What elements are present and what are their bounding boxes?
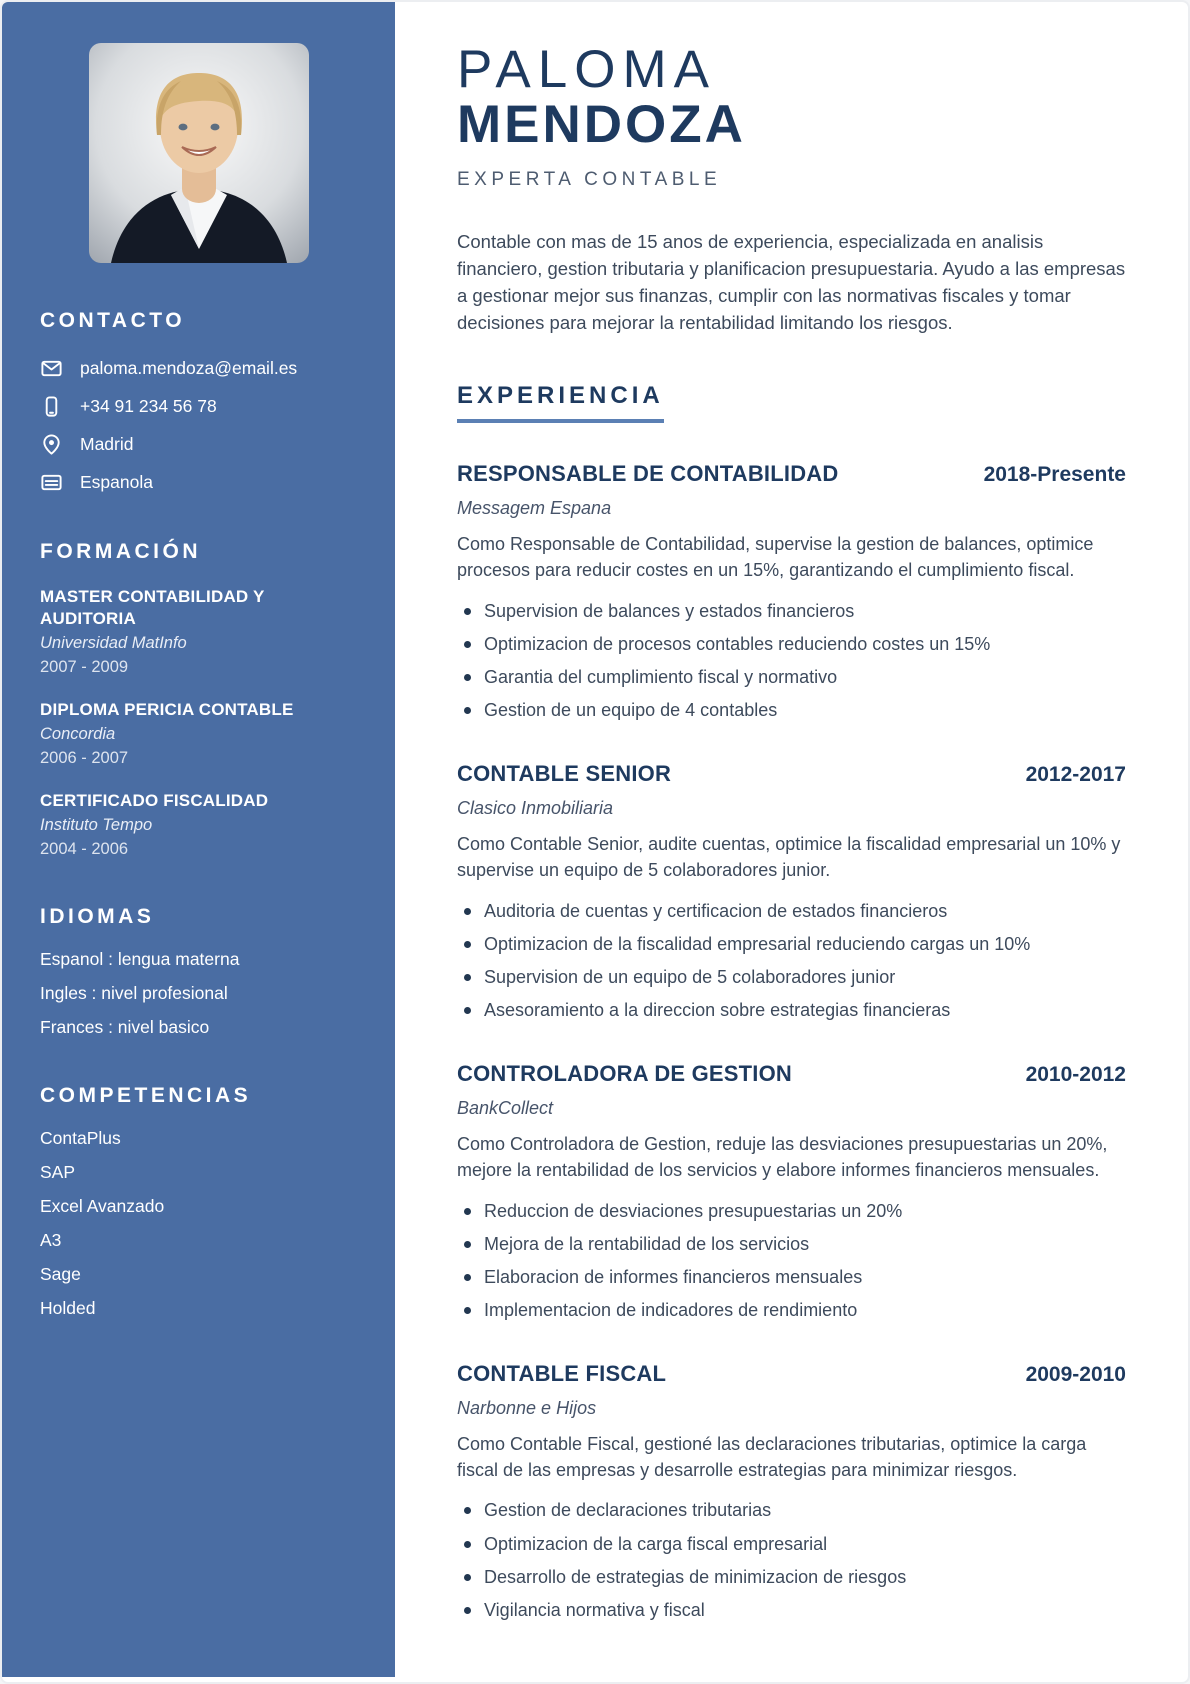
job-bullets (457, 1497, 1126, 1622)
skills-list (40, 1128, 357, 1319)
job-bullet: Reduccion de desviaciones presupuestarias un 20% (457, 1198, 1126, 1224)
job-bullet: Vigilancia normativa y fiscal (457, 1597, 1126, 1623)
skill-item: Excel Avanzado (40, 1196, 165, 1217)
education-title: FORMACIÓN (40, 540, 201, 563)
experience-title: EXPERIENCIA (457, 382, 664, 423)
skill-item: A3 (40, 1230, 62, 1251)
job-entry (457, 1061, 1126, 1323)
job-description: Como Contable Fiscal, gestioné las declaraciones tributarias, optimice la carga fiscal de las empresas y desarrolle estrategias para minimizar riesgos. (457, 1433, 1087, 1481)
job-dates: 2009-2010 (1025, 1362, 1126, 1386)
contact-list (40, 357, 357, 494)
education-degree: MASTER CONTABILIDAD Y AUDITORIA (40, 587, 265, 629)
skills-title: COMPETENCIAS (40, 1084, 252, 1108)
job-bullet: Optimizacion de la fiscalidad empresarial reduciendo cargas un 10% (457, 931, 1126, 957)
job-role: CONTROLADORA DE GESTION (457, 1061, 793, 1087)
job-bullet: Gestion de un equipo de 4 contables (457, 697, 1126, 723)
job-bullet: Optimizacion de procesos contables reduciendo costes un 15% (457, 631, 1126, 657)
education-entry (40, 586, 357, 677)
job-company: Messagem Espana (457, 498, 612, 519)
education-years: 2004 - 2006 (40, 840, 129, 859)
skill-item: ContaPlus (40, 1128, 121, 1149)
contact-item-location (40, 433, 357, 456)
education-school: Instituto Tempo (40, 816, 153, 835)
education-entry (40, 699, 357, 768)
job-bullet: Supervision de un equipo de 5 colaboradores junior (457, 964, 1126, 990)
job-bullet: Elaboracion de informes financieros mensuales (457, 1264, 1126, 1290)
skills-section (40, 1084, 357, 1319)
job-header (457, 461, 1126, 487)
contact-section (40, 309, 357, 494)
profile-photo (89, 43, 309, 263)
job-bullet: Garantia del cumplimiento fiscal y normativo (457, 664, 1126, 690)
job-dates: 2010-2012 (1025, 1063, 1126, 1087)
contact-phone-text: +34 91 234 56 78 (80, 396, 217, 416)
job-dates: 2018-Presente (983, 463, 1126, 487)
job-bullets (457, 598, 1126, 723)
language-item: Frances : nivel basico (40, 1017, 210, 1038)
profile-summary: Contable con mas de 15 anos de experiencia, especializada en analisis financiero, gestion tributaria y planificacion presupuestaria. Ayudo a las empresas a gestionar mejor sus finanzas, cumplir con las normativas fiscales y tomar decisiones para mejorar la rentabilidad limitando los riesgos. (457, 231, 1126, 334)
job-bullet: Optimizacion de la carga fiscal empresarial (457, 1531, 1126, 1557)
contact-nationality-text: Espanola (80, 472, 153, 492)
contact-location-text: Madrid (80, 434, 134, 454)
contact-item-nationality (40, 471, 357, 494)
job-role: RESPONSABLE DE CONTABILIDAD (457, 461, 839, 487)
contact-item-email (40, 357, 357, 380)
job-entry (457, 761, 1126, 1023)
job-bullet: Implementacion de indicadores de rendimiento (457, 1297, 1126, 1323)
job-company: Narbonne e Hijos (457, 1397, 597, 1418)
job-description: Como Contable Senior, audite cuentas, optimice la fiscalidad empresarial un 10% y supervise un equipo de 5 colaboradores junior. (457, 834, 1121, 881)
job-dates: 2012-2017 (1025, 763, 1126, 787)
skill-item: SAP (40, 1162, 76, 1183)
job-company: BankCollect (457, 1098, 554, 1119)
contact-email-text: paloma.mendoza@email.es (80, 358, 298, 378)
job-bullet: Gestion de declaraciones tributarias (457, 1497, 1126, 1523)
job-entry (457, 461, 1126, 723)
job-bullets (457, 898, 1126, 1023)
education-school: Concordia (40, 725, 116, 744)
languages-title: IDIOMAS (40, 905, 155, 929)
job-company: Clasico Inmobiliaria (457, 798, 614, 819)
job-bullets (457, 1198, 1126, 1323)
mail-icon (40, 357, 63, 380)
job-bullet: Supervision de balances y estados financieros (457, 598, 1126, 624)
phone-icon (40, 395, 63, 418)
portrait-illustration (89, 43, 309, 263)
education-degree: CERTIFICADO FISCALIDAD (40, 791, 269, 811)
languages-section (40, 905, 357, 1038)
language-item: Espanol : lengua materna (40, 949, 240, 970)
main-content (395, 2, 1188, 1682)
job-bullet: Desarrollo de estrategias de minimizacion de riesgos (457, 1564, 1126, 1590)
education-degree: DIPLOMA PERICIA CONTABLE (40, 700, 294, 720)
job-header (457, 761, 1126, 787)
job-bullet: Mejora de la rentabilidad de los servicios (457, 1231, 1126, 1257)
education-years: 2006 - 2007 (40, 749, 129, 768)
job-description: Como Responsable de Contabilidad, supervise la gestion de balances, optimice procesos para reducir costes en un 15%, garantizando el cumplimiento fiscal. (457, 534, 1094, 581)
education-school: Universidad MatInfo (40, 634, 187, 653)
id-card-icon (40, 471, 63, 494)
contact-title: CONTACTO (40, 309, 186, 332)
job-role: CONTABLE SENIOR (457, 761, 672, 787)
education-years: 2007 - 2009 (40, 658, 129, 677)
person-name (457, 40, 1126, 155)
job-title: EXPERTA CONTABLE (457, 169, 722, 191)
job-role: CONTABLE FISCAL (457, 1360, 667, 1386)
job-header (457, 1061, 1126, 1087)
job-description: Como Controladora de Gestion, reduje las desviaciones presupuestarias un 20%, mejore la rentabilidad de los servicios y elabore informes financieros mensuales. (457, 1134, 1108, 1181)
job-bullet: Auditoria de cuentas y certificacion de estados financieros (457, 898, 1126, 924)
languages-list (40, 949, 357, 1038)
language-item: Ingles : nivel profesional (40, 983, 228, 1004)
education-section (40, 540, 357, 859)
skill-item: Holded (40, 1298, 96, 1319)
first-name: PALOMA (457, 40, 716, 99)
job-bullet: Asesoramiento a la direccion sobre estrategias financieras (457, 997, 1126, 1023)
sidebar (2, 2, 395, 1677)
contact-item-phone (40, 395, 357, 418)
skill-item: Sage (40, 1264, 81, 1285)
last-name: MENDOZA (457, 95, 746, 155)
job-entry (457, 1361, 1126, 1623)
location-icon (40, 433, 63, 456)
job-header (457, 1361, 1126, 1387)
education-entry (40, 790, 357, 859)
